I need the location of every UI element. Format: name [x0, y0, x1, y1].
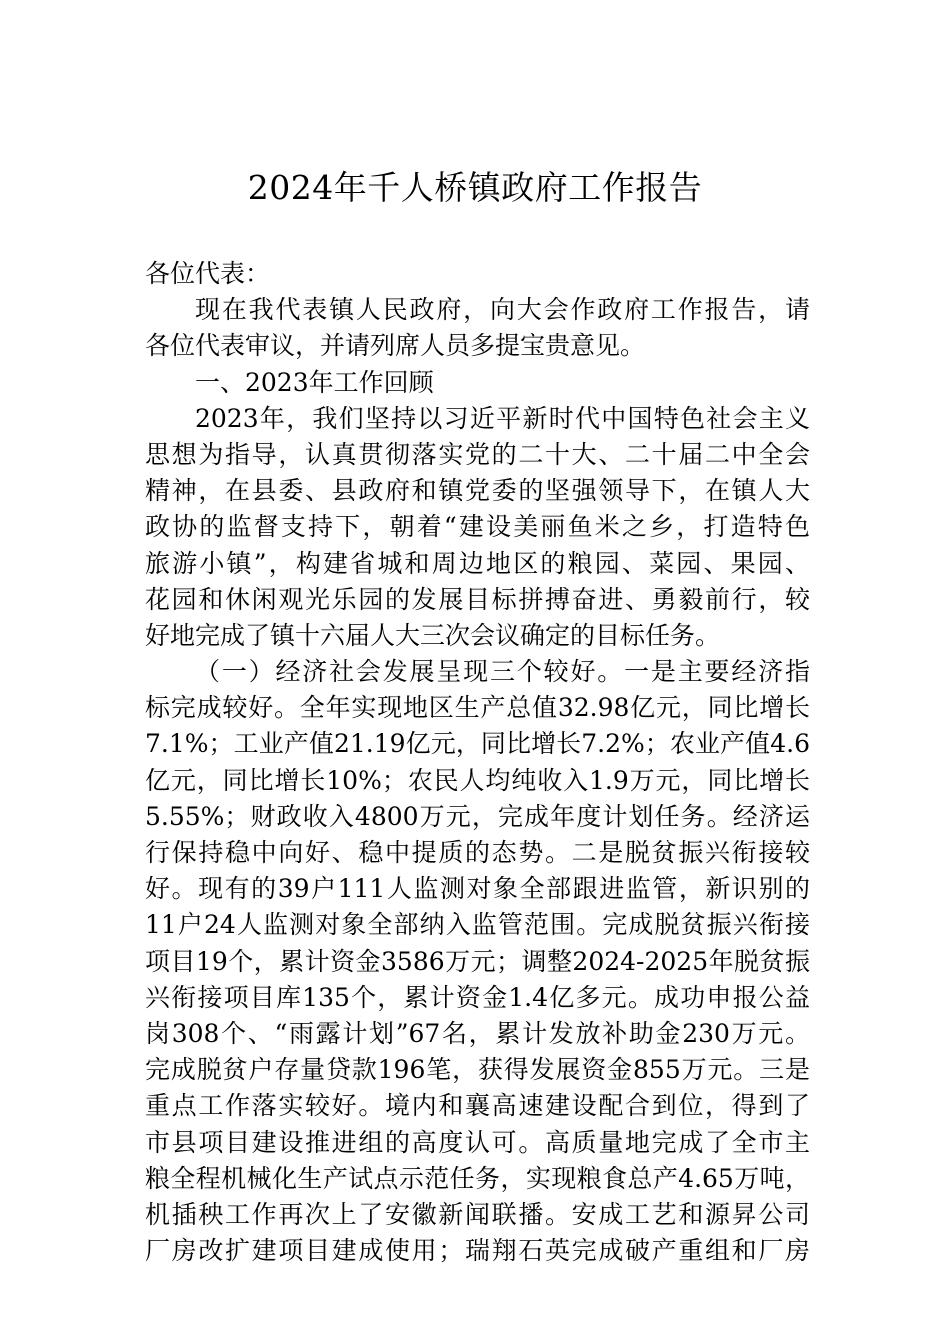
- paragraph-line: 标完成较好。全年实现地区生产总值32.98亿元，同比增长: [145, 693, 810, 723]
- paragraph-line: 各位代表：: [145, 259, 271, 288]
- paragraph-line: 旅游小镇”，构建省城和周边地区的粮园、菜园、果园、: [145, 548, 810, 578]
- document-body: [145, 256, 810, 1269]
- paragraph-line: 粮全程机械化生产试点示范任务，实现粮食总产4.65万吨，: [145, 1163, 810, 1193]
- paragraph-line: 亿元，同比增长10%；农民人均纯收入1.9万元，同比增长: [145, 765, 810, 795]
- paragraph-line: 好。现有的39户111人监测对象全部跟进监管，新识别的: [145, 874, 810, 904]
- paragraph-line: 项目19个，累计资金3586万元；调整2024-2025年脱贫振: [145, 946, 810, 976]
- paragraph-line: 重点工作落实较好。境内和襄高速建设配合到位，得到了: [145, 1091, 810, 1121]
- paragraph-line: 11户24人监测对象全部纳入监管范围。完成脱贫振兴衔接: [145, 910, 810, 940]
- paragraph-line: 机插秧工作再次上了安徽新闻联播。安成工艺和源昇公司: [145, 1199, 810, 1229]
- paragraph-line: 岗308个、“雨露计划”67名，累计发放补助金230万元。: [145, 1018, 810, 1048]
- paragraph-line: 市县项目建设推进组的高度认可。高质量地完成了全市主: [145, 1127, 810, 1157]
- paragraph-line: 好地完成了镇十六届人大三次会议确定的目标任务。: [145, 620, 721, 650]
- paragraph-line: 政协的监督支持下，朝着“建设美丽鱼米之乡，打造特色: [145, 512, 810, 542]
- paragraph-line: 一、2023年工作回顾: [195, 367, 434, 397]
- paragraph-line: 7.1%；工业产值21.19亿元，同比增长7.2%；农业产值4.6: [145, 729, 810, 759]
- paragraph-line: 现在我代表镇人民政府，向大会作政府工作报告，请: [195, 295, 810, 325]
- document-title: 2024年千人桥镇政府工作报告: [247, 168, 703, 207]
- paragraph-line: 精神，在县委、县政府和镇党委的坚强领导下，在镇人大: [145, 476, 810, 506]
- paragraph-line: 厂房改扩建项目建成使用；瑞翔石英完成破产重组和厂房: [145, 1236, 810, 1266]
- paragraph-line: 兴衔接项目库135个，累计资金1.4亿多元。成功申报公益: [145, 982, 810, 1012]
- paragraph-line: 2023年，我们坚持以习近平新时代中国特色社会主义: [195, 403, 810, 433]
- paragraph-line: 5.55%；财政收入4800万元，完成年度计划任务。经济运: [145, 801, 810, 831]
- paragraph-line: 行保持稳中向好、稳中提质的态势。二是脱贫振兴衔接较: [145, 838, 810, 867]
- paragraph-line: 花园和休闲观光乐园的发展目标拼搏奋进、勇毅前行，较: [145, 584, 810, 614]
- paragraph-line: 各位代表审议，并请列席人员多提宝贵意见。: [145, 331, 646, 361]
- paragraph-line: 完成脱贫户存量贷款196笔，获得发展资金855万元。三是: [145, 1055, 810, 1085]
- paragraph-line: （一）经济社会发展呈现三个较好。一是主要经济指: [195, 657, 810, 687]
- paragraph-line: 思想为指导，认真贯彻落实党的二十大、二十届二中全会: [145, 439, 810, 469]
